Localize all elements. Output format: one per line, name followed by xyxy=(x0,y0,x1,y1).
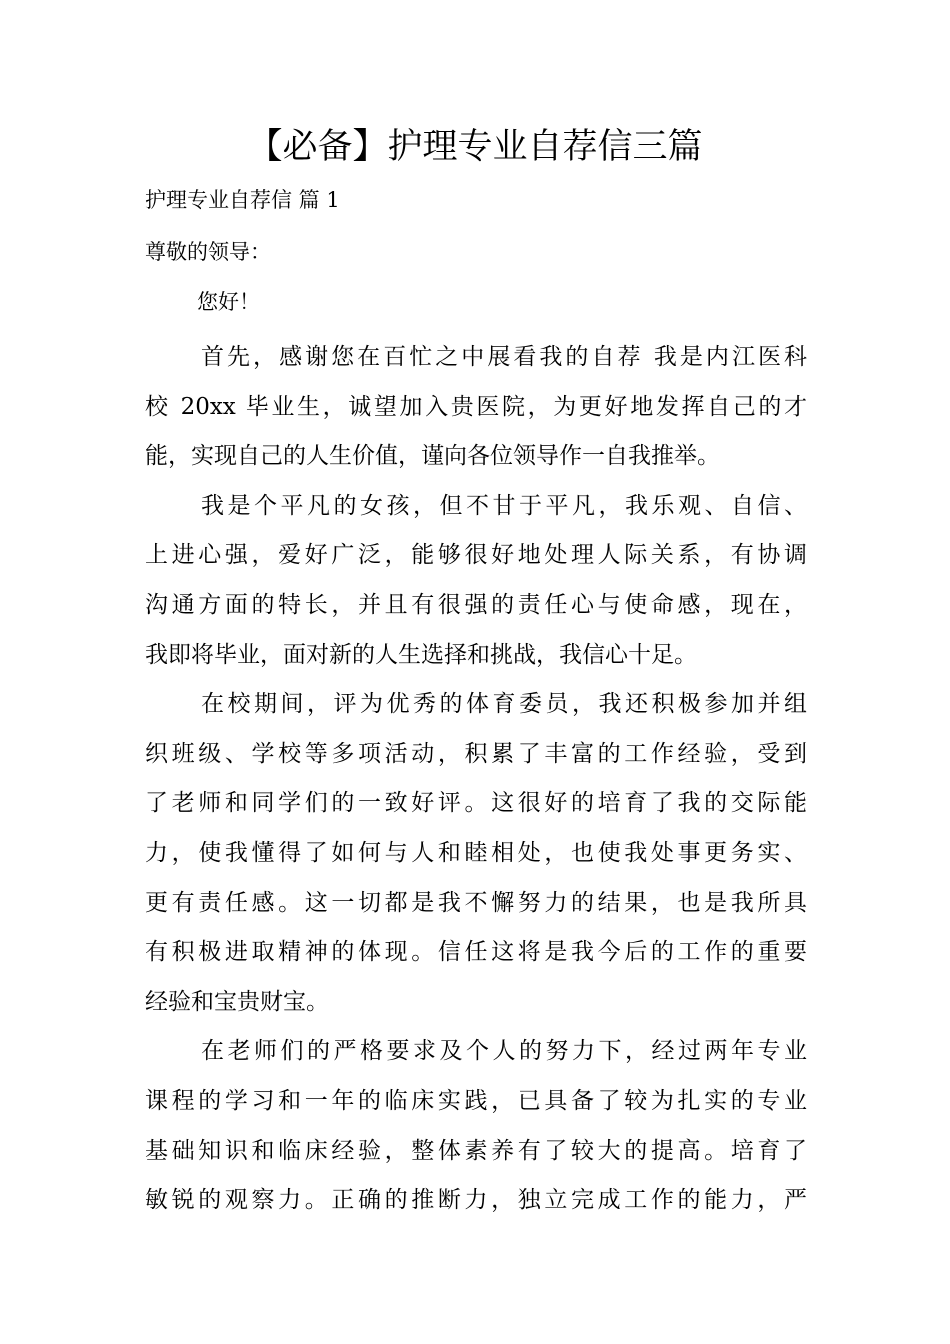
paragraph-line: 校 20xx 毕业生，诚望加入贵医院，为更好地发挥自己的才 xyxy=(145,393,807,420)
section-heading: 护理专业自荐信 篇 1 xyxy=(145,188,340,212)
paragraph xyxy=(145,333,807,482)
greeting: 您好！ xyxy=(197,290,260,314)
paragraph-line: 我是个平凡的女孩，但不甘于平凡，我乐观、自信、 xyxy=(201,492,807,519)
paragraph-line: 力，使我懂得了如何与人和睦相处，也使我处事更务实、 xyxy=(145,839,807,866)
salutation: 尊敬的领导： xyxy=(145,240,271,264)
paragraph-line: 在校期间，评为优秀的体育委员，我还积极参加并组 xyxy=(201,691,807,718)
paragraph-line: 基础知识和临床经验，整体素养有了较大的提高。培育了 xyxy=(145,1137,807,1164)
paragraph-line: 了老师和同学们的一致好评。这很好的培育了我的交际能 xyxy=(145,790,807,817)
paragraph-line: 有积极进取精神的体现。信任这将是我今后的工作的重要 xyxy=(145,939,807,966)
paragraph-line: 在老师们的严格要求及个人的努力下，经过两年专业 xyxy=(201,1038,807,1065)
paragraph-line: 更有责任感。这一切都是我不懈努力的结果，也是我所具 xyxy=(145,889,807,916)
paragraph-line: 上进心强，爱好广泛，能够很好地处理人际关系，有协调 xyxy=(145,542,807,569)
paragraph xyxy=(145,1027,807,1225)
paragraph-line: 课程的学习和一年的临床实践，已具备了较为扎实的专业 xyxy=(145,1087,807,1114)
paragraph-line: 经验和宝贵财宝。 xyxy=(145,988,329,1015)
paragraph-line: 能，实现自己的人生价值，谨向各位领导作一自我推举。 xyxy=(145,443,720,470)
paragraph xyxy=(145,482,807,680)
paragraph-line: 我即将毕业，面对新的人生选择和挑战，我信心十足。 xyxy=(145,641,697,668)
paragraph-line: 织班级、学校等多项活动，积累了丰富的工作经验，受到 xyxy=(145,740,807,767)
paragraph-line: 敏锐的观察力。正确的推断力，独立完成工作的能力，严 xyxy=(145,1187,807,1214)
paragraph-line: 首先，感谢您在百忙之中展看我的自荐 我是内江医科 xyxy=(201,344,807,370)
paragraph xyxy=(145,680,807,1027)
paragraph-line: 沟通方面的特长，并且有很强的责任心与使命感，现在， xyxy=(145,591,807,618)
document-title: 【必备】护理专业自荐信三篇 xyxy=(247,127,703,167)
letter-body xyxy=(145,333,807,1226)
